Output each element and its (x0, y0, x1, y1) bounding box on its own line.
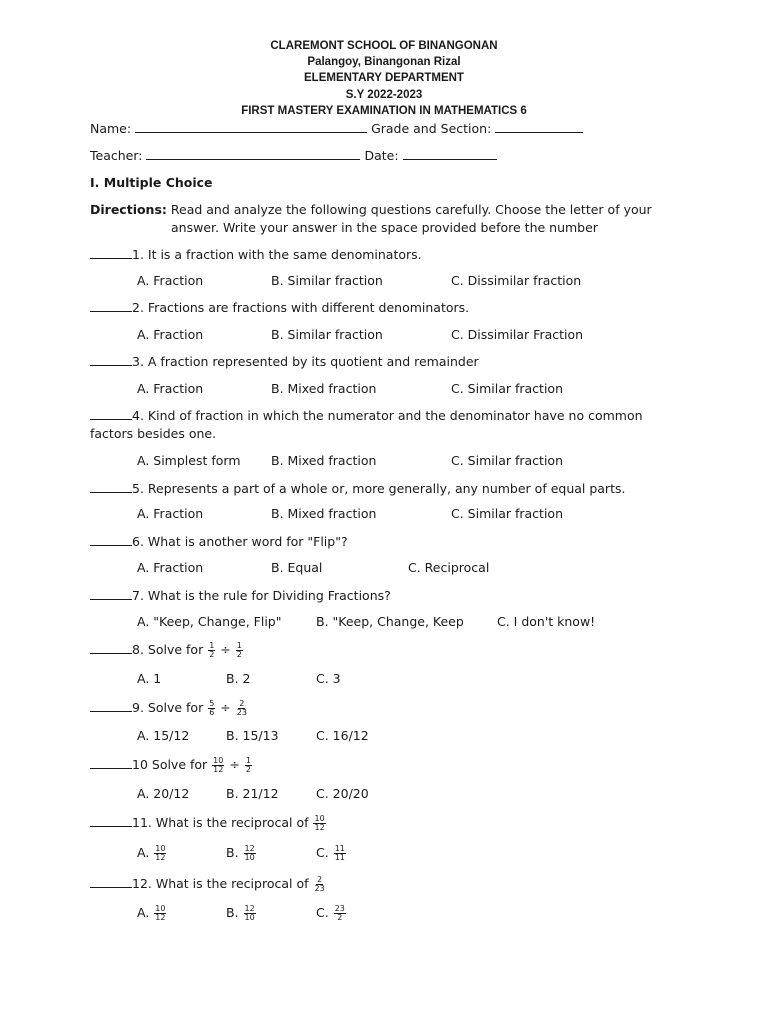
choice-label: B. (226, 845, 239, 860)
answer-blank-2[interactable] (90, 300, 132, 312)
choice-2-a (137, 327, 203, 342)
fraction (313, 815, 325, 832)
question-text: 9. Solve for (132, 700, 204, 715)
choice-label: A. (137, 905, 150, 920)
answer-blank-7[interactable] (90, 588, 132, 600)
question-2 (90, 300, 469, 315)
question-5 (90, 481, 625, 496)
numerator: 12 (244, 904, 255, 913)
choice-11-b (226, 845, 257, 862)
choice-fraction (244, 845, 256, 862)
choice-label: A. Fraction (137, 273, 204, 288)
numerator: 1 (209, 641, 215, 650)
choice-label: A. 15/12 (137, 728, 190, 743)
choice-7-a (137, 614, 282, 629)
answer-blank-5[interactable] (90, 481, 132, 493)
choice-fraction (334, 905, 346, 922)
choice-label: B. (226, 905, 239, 920)
school-name: CLAREMONT SCHOOL OF BINANGONAN (270, 40, 498, 52)
fraction (245, 757, 252, 774)
choice-label: B. 15/13 (226, 728, 279, 743)
fraction (236, 642, 243, 659)
denominator: 23 (236, 708, 247, 717)
question-text: 12. What is the reciprocal of (132, 876, 309, 891)
denominator: 2 (245, 765, 251, 774)
denominator: 12 (314, 823, 325, 832)
choice-4-c (451, 453, 563, 468)
question-11 (90, 815, 327, 832)
choice-fraction (154, 845, 166, 862)
answer-blank-10[interactable] (90, 757, 132, 769)
choice-label: C. 3 (316, 671, 341, 686)
answer-blank-11[interactable] (90, 815, 132, 827)
question-text: 2. Fractions are fractions with different denominators. (132, 300, 470, 315)
numerator: 2 (317, 875, 323, 884)
choice-label: B. Equal (271, 560, 323, 575)
choice-3-c (451, 381, 563, 396)
denominator: 23 (314, 884, 325, 893)
numerator: 1 (245, 756, 251, 765)
grade-blank[interactable] (495, 121, 583, 133)
choice-label: A. Fraction (137, 506, 204, 521)
choice-label: B. Similar fraction (271, 273, 383, 288)
choice-9-b (226, 728, 279, 743)
choice-3-b (271, 381, 376, 396)
exam-title: FIRST MASTERY EXAMINATION IN MATHEMATICS 6 (241, 105, 527, 117)
choice-label: B. Mixed fraction (271, 453, 377, 468)
choice-9-a (137, 728, 189, 743)
choice-12-b (226, 905, 257, 922)
date-label: Date: (364, 148, 399, 163)
choice-fraction (334, 845, 346, 862)
question-text: 8. Solve for (132, 642, 204, 657)
answer-blank-8[interactable] (90, 642, 132, 654)
choice-7-c (497, 614, 595, 629)
answer-blank-9[interactable] (90, 700, 132, 712)
choice-label: A. Fraction (137, 381, 204, 396)
answer-blank-1[interactable] (90, 247, 132, 259)
question-text: 7. What is the rule for Dividing Fractions? (132, 588, 391, 603)
numerator: 10 (155, 844, 166, 853)
numerator: 5 (209, 699, 215, 708)
section-title: I. Multiple Choice (90, 175, 213, 190)
denominator: 10 (244, 913, 255, 922)
choice-label: A. (137, 845, 150, 860)
choice-label: C. I don't know! (497, 614, 596, 629)
directions (90, 202, 652, 217)
choice-10-a (137, 786, 189, 801)
directions-line2: answer. Write your answer in the space provided before the number (171, 220, 598, 235)
divide-sign: ÷ (220, 642, 231, 657)
choice-label: B. Mixed fraction (271, 506, 377, 521)
question-text: 4. Kind of fraction in which the numerator and the denominator have no common (132, 408, 643, 423)
numerator: 2 (239, 699, 245, 708)
choice-label: A. 20/12 (137, 786, 190, 801)
denominator: 2 (236, 650, 242, 659)
choice-8-a (137, 671, 161, 686)
choice-label: C. Similar fraction (451, 506, 563, 521)
denominator: 6 (209, 708, 215, 717)
answer-blank-6[interactable] (90, 534, 132, 546)
choice-fraction (244, 905, 256, 922)
choice-label: B. Similar fraction (271, 327, 383, 342)
question-1 (90, 247, 422, 262)
question-4 (90, 408, 643, 423)
fraction (212, 757, 224, 774)
choice-label: C. Reciprocal (408, 560, 490, 575)
choice-label: C. 20/20 (316, 786, 369, 801)
denominator: 12 (155, 853, 166, 862)
numerator: 11 (334, 844, 345, 853)
choice-label: C. Similar fraction (451, 381, 563, 396)
choice-10-b (226, 786, 279, 801)
question-3 (90, 354, 479, 369)
name-row (90, 121, 583, 136)
question-text: 10 Solve for (132, 757, 208, 772)
choice-6-a (137, 560, 203, 575)
question-text: 5. Represents a part of a whole or, more generally, any number of equal parts. (132, 481, 626, 496)
choice-2-c (451, 327, 583, 342)
choice-label: C. 16/12 (316, 728, 369, 743)
choice-label: A. Fraction (137, 327, 204, 342)
choice-label: B. Mixed fraction (271, 381, 377, 396)
choice-11-a (137, 845, 167, 862)
choice-11-c (316, 845, 347, 862)
choice-12-a (137, 905, 167, 922)
answer-blank-3[interactable] (90, 354, 132, 366)
choice-1-b (271, 273, 383, 288)
department: ELEMENTARY DEPARTMENT (304, 72, 464, 84)
choice-1-c (451, 273, 581, 288)
choice-10-c (316, 786, 369, 801)
choice-label: C. Dissimilar Fraction (451, 327, 584, 342)
teacher-label: Teacher: (90, 148, 143, 163)
school-year: S.Y 2022-2023 (345, 89, 423, 101)
divide-sign: ÷ (220, 700, 231, 715)
numerator: 10 (314, 814, 325, 823)
choice-12-c (316, 905, 347, 922)
divide-sign: ÷ (229, 757, 240, 772)
choice-label: A. Fraction (137, 560, 204, 575)
numerator: 1 (236, 641, 242, 650)
numerator: 12 (244, 844, 255, 853)
choice-label: C. (316, 905, 329, 920)
question-text: 6. What is another word for "Flip"? (132, 534, 348, 549)
question-text: 1. It is a fraction with the same denominators. (132, 247, 422, 262)
denominator: 2 (209, 650, 215, 659)
numerator: 10 (213, 756, 224, 765)
denominator: 12 (213, 765, 224, 774)
choice-label: C. (316, 845, 329, 860)
choice-label: B. 21/12 (226, 786, 279, 801)
choice-3-a (137, 381, 203, 396)
choice-label: C. Dissimilar fraction (451, 273, 582, 288)
answer-blank-4[interactable] (90, 408, 132, 420)
question-text: 11. What is the reciprocal of (132, 815, 309, 830)
choice-8-c (316, 671, 341, 686)
fraction (208, 642, 215, 659)
choice-label: B. 2 (226, 671, 251, 686)
choice-5-a (137, 506, 203, 521)
name-label: Name: (90, 121, 132, 136)
choice-label: C. Similar fraction (451, 453, 563, 468)
choice-label: A. 1 (137, 671, 162, 686)
question-9 (90, 700, 249, 717)
directions-label: Directions: (90, 202, 167, 217)
numerator: 10 (155, 904, 166, 913)
question-12 (90, 876, 327, 893)
choice-4-b (271, 453, 376, 468)
teacher-blank[interactable] (146, 148, 360, 160)
question-6 (90, 534, 348, 549)
choice-fraction (154, 905, 166, 922)
choice-9-c (316, 728, 369, 743)
fraction (208, 700, 215, 717)
choice-1-a (137, 273, 203, 288)
denominator: 2 (337, 913, 343, 922)
answer-blank-12[interactable] (90, 876, 132, 888)
choice-8-b (226, 671, 250, 686)
choice-5-b (271, 506, 376, 521)
choice-label: A. "Keep, Change, Flip" (137, 614, 282, 629)
question-text: 3. A fraction represented by its quotient and remainder (132, 354, 479, 369)
denominator: 11 (334, 853, 345, 862)
question-10 (90, 757, 253, 774)
grade-label: Grade and Section: (371, 121, 492, 136)
denominator: 10 (244, 853, 255, 862)
directions-line1: Read and analyze the following questions carefully. Choose the letter of your (170, 202, 652, 217)
choice-6-b (271, 560, 322, 575)
choice-6-c (408, 560, 489, 575)
numerator: 23 (334, 904, 345, 913)
date-blank[interactable] (403, 148, 497, 160)
question-7 (90, 588, 391, 603)
teacher-row (90, 148, 497, 163)
fraction (313, 876, 325, 893)
choice-4-a (137, 453, 241, 468)
school-address: Palangoy, Binangonan Rizal (307, 56, 461, 68)
choice-7-b (316, 614, 464, 629)
question-4-continued: factors besides one. (90, 426, 217, 441)
denominator: 12 (155, 913, 166, 922)
question-8 (90, 642, 244, 659)
choice-label: A. Simplest form (137, 453, 241, 468)
choice-2-b (271, 327, 383, 342)
choice-label: B. "Keep, Change, Keep (316, 614, 464, 629)
choice-5-c (451, 506, 563, 521)
name-blank[interactable] (135, 121, 367, 133)
fraction (236, 700, 248, 717)
